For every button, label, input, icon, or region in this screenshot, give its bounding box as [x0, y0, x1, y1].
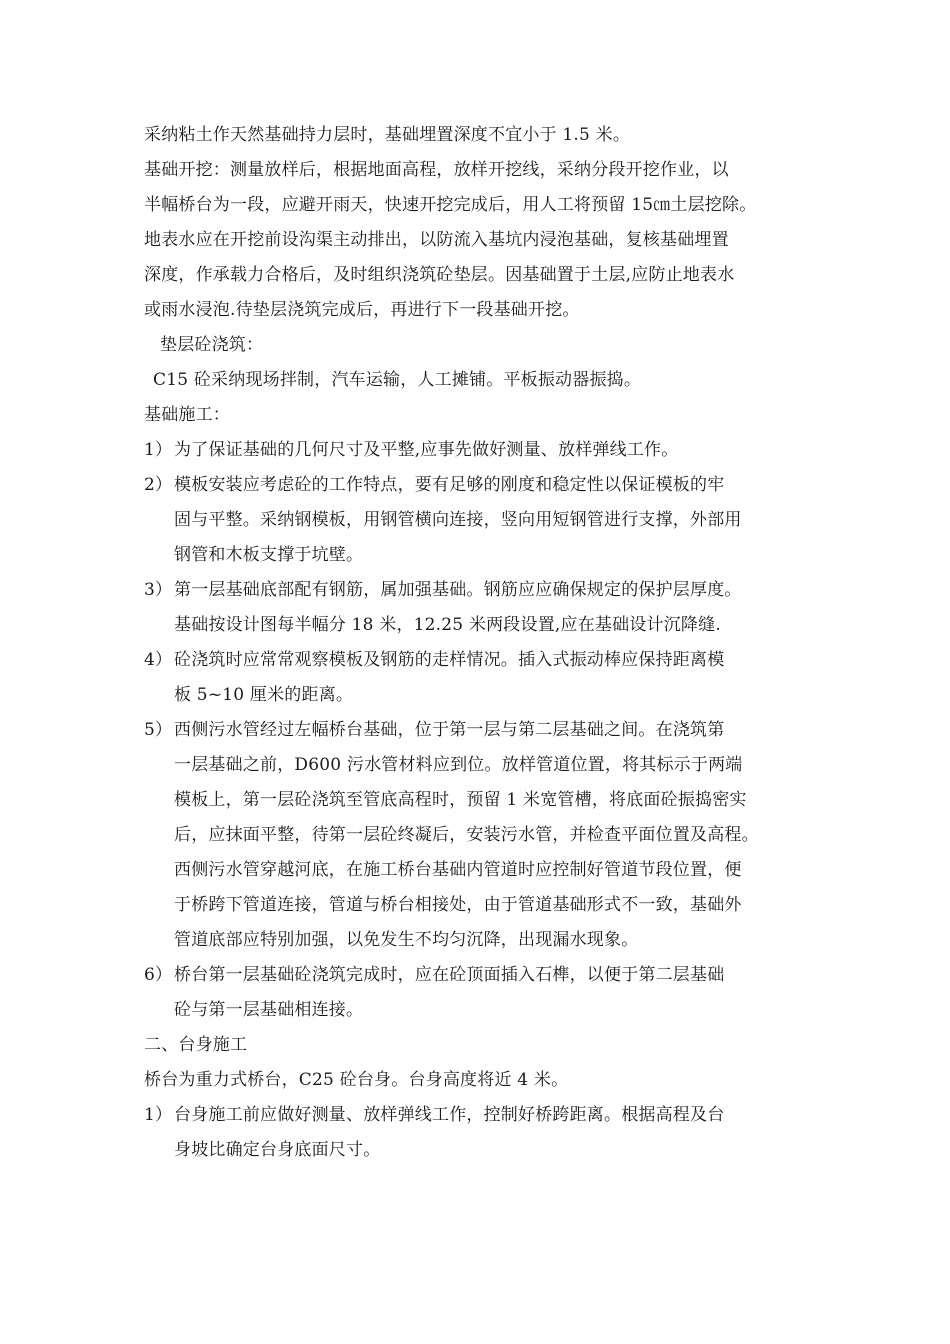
list-item-text: 模板安装应考虑砼的工作特点，要有足够的刚度和稳定性以保证模板的牢 — [174, 475, 725, 495]
list-item-text: 身坡比确定台身底面尺寸。 — [174, 1140, 381, 1160]
list-item-text: 管道底部应特别加强，以免发生不均匀沉降，出现漏水现象。 — [174, 930, 639, 950]
list-item-continuation — [144, 993, 824, 1028]
list-item-first-line — [144, 643, 824, 678]
list-item-text: 台身施工前应做好测量、放样弹线工作，控制好桥跨距离。根据高程及台 — [174, 1105, 725, 1125]
paragraph-line: C15 砼采纳现场拌制，汽车运输，人工摊铺。平板振动器振捣。 — [153, 370, 642, 390]
list-item-number: 5） — [144, 720, 173, 740]
list-item-first-line — [144, 1098, 824, 1133]
list-item-continuation — [144, 503, 824, 538]
list-item-first-line — [144, 713, 824, 748]
list-item-continuation — [144, 853, 824, 888]
list-item — [144, 713, 824, 958]
list-item-continuation — [144, 818, 824, 853]
list-item-text: 一层基础之前，D600 污水管材料应到位。放样管道位置，将其标示于两端 — [174, 755, 743, 775]
paragraph-line: 采纳粘土作天然基础持力层时，基础埋置深度不宜小于 1.5 米。 — [144, 125, 631, 145]
paragraph-line: 地表水应在开挖前设沟渠主动排出，以防流入基坑内浸泡基础，复核基础埋置 — [144, 230, 729, 250]
list-item — [144, 1098, 824, 1168]
list-item-number: 6） — [144, 965, 173, 985]
numbered-list — [144, 433, 824, 1028]
list-item — [144, 468, 824, 573]
subheading-foundation-construction: 基础施工： — [144, 405, 230, 425]
list-item-continuation — [144, 783, 824, 818]
list-item-first-line — [144, 433, 824, 468]
list-item-text: 西侧污水管经过左幅桥台基础，位于第一层与第二层基础之间。在浇筑第 — [174, 720, 725, 740]
list-item — [144, 643, 824, 713]
list-item-continuation — [144, 538, 824, 573]
list-item-number: 4） — [144, 650, 173, 670]
list-item-first-line — [144, 573, 824, 608]
paragraph-line: 基础开挖：测量放样后，根据地面高程，放样开挖线，采纳分段开挖作业，以 — [144, 160, 729, 180]
list-item — [144, 573, 824, 643]
list-item-text: 板 5~10 厘米的距离。 — [174, 685, 354, 705]
list-item — [144, 433, 824, 468]
list-item-text: 西侧污水管穿越河底，在施工桥台基础内管道时应控制好管道节段位置，便 — [174, 860, 742, 880]
list-item — [144, 958, 824, 1028]
list-item-continuation — [144, 678, 824, 713]
paragraph-line: 桥台为重力式桥台，C25 砼台身。台身高度将近 4 米。 — [144, 1070, 569, 1090]
list-item-continuation — [144, 888, 824, 923]
list-item-text: 为了保证基础的几何尺寸及平整,应事先做好测量、放样弹线工作。 — [174, 440, 679, 460]
list-item-text: 钢管和木板支撑于坑壁。 — [174, 545, 364, 565]
list-item-number: 2） — [144, 475, 173, 495]
list-item-text: 砼与第一层基础相连接。 — [174, 1000, 364, 1020]
list-item-continuation — [144, 923, 824, 958]
list-item-text: 桥台第一层基础砼浇筑完成时，应在砼顶面插入石榫，以便于第二层基础 — [174, 965, 725, 985]
list-item-text: 固与平整。采纳钢模板，用钢管横向连接，竖向用短钢管进行支撑，外部用 — [174, 510, 742, 530]
numbered-list — [144, 1098, 824, 1168]
list-item-number: 3） — [144, 580, 173, 600]
paragraph-line: 深度，作承载力合格后，及时组织浇筑砼垫层。因基础置于土层,应防止地表水 — [144, 265, 735, 285]
list-item-first-line — [144, 468, 824, 503]
list-item-first-line — [144, 958, 824, 993]
paragraph-line: 半幅桥台为一段，应避开雨天，快速开挖完成后，用人工将预留 15㎝土层挖除。 — [144, 195, 757, 215]
subheading-cushion-pouring: 垫层砼浇筑： — [160, 335, 264, 355]
list-item-number: 1） — [144, 440, 173, 460]
section-heading: 二、台身施工 — [144, 1035, 248, 1055]
list-item-continuation — [144, 608, 824, 643]
list-item-text: 后，应抹面平整，待第一层砼终凝后，安装污水管，并检查平面位置及高程。 — [174, 825, 759, 845]
list-item-text: 基础按设计图每半幅分 18 米，12.25 米两段设置,应在基础设计沉降缝. — [174, 615, 721, 635]
list-item-continuation — [144, 1133, 824, 1168]
list-item-number: 1） — [144, 1105, 173, 1125]
list-item-continuation — [144, 748, 824, 783]
document-page — [144, 118, 824, 1168]
list-item-text: 于桥跨下管道连接，管道与桥台相接处，由于管道基础形式不一致，基础外 — [174, 895, 742, 915]
list-item-text: 砼浇筑时应常常观察模板及钢筋的走样情况。插入式振动棒应保持距离模 — [174, 650, 725, 670]
paragraph-line: 或雨水浸泡.待垫层浇筑完成后，再进行下一段基础开挖。 — [144, 300, 580, 320]
list-item-text: 第一层基础底部配有钢筋，属加强基础。钢筋应应确保规定的保护层厚度。 — [174, 580, 742, 600]
list-item-text: 模板上，第一层砼浇筑至管底高程时，预留 1 米宽管槽，将底面砼振捣密实 — [174, 790, 747, 810]
